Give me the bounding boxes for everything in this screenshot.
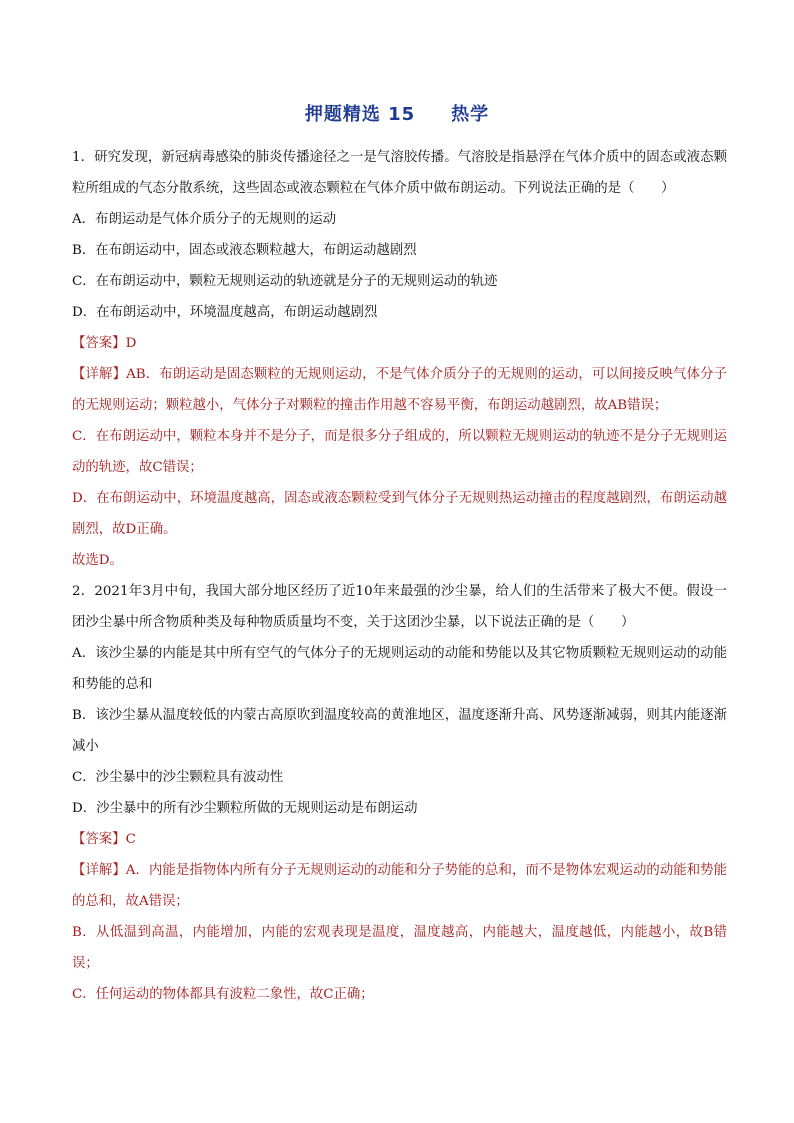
question-1-option-b: B．在布朗运动中，固态或液态颗粒越大，布朗运动越剧烈: [72, 243, 417, 258]
answer-label: 【答案】: [72, 336, 126, 351]
question-2-option-b: B．该沙尘暴从温度较低的内蒙古高原吹到温度较高的黄淮地区，温度逐渐升高、风势逐渐减弱，则其内能逐渐减小: [72, 708, 727, 754]
detail-label: 【详解】: [72, 367, 127, 382]
answer-label: 【答案】: [72, 832, 126, 847]
title-main: 押题精选 15: [304, 104, 416, 125]
question-2-option-a: A．该沙尘暴的内能是其中所有空气的气体分子的无规则运动的动能和势能以及其它物质颗粒无规则运动的动能和势能的总和: [72, 646, 727, 692]
question-1-detail-2: C．在布朗运动中，颗粒本身并不是分子，而是很多分子组成的，所以颗粒无规则运动的轨迹不是分子无规则运动的轨迹，故C错误；: [72, 429, 727, 475]
question-1-detail-1: [72, 359, 727, 421]
question-2-option-d: D．沙尘暴中的所有沙尘颗粒所做的无规则运动是布朗运动: [72, 801, 418, 816]
title-subject: 热学: [451, 104, 490, 125]
question-2-stem: 2．2021年3月中旬，我国大部分地区经历了近10年来最强的沙尘暴，给人们的生活带来了极大不便。假设一团沙尘暴中所含物质种类及每种物质质量均不变，关于这团沙尘暴，以下说法正确的是（ ）: [72, 584, 727, 630]
page-title: [0, 100, 794, 126]
question-2-detail-2: B．从低温到高温，内能增加，内能的宏观表现是温度，温度越高，内能越大，温度越低，内能越小，故B错误；: [72, 925, 727, 971]
question-1-stem: 1．研究发现，新冠病毒感染的肺炎传播途径之一是气溶胶传播。气溶胶是指悬浮在气体介质中的固态或液态颗粒所组成的气态分散系统，这些固态或液态颗粒在气体介质中做布朗运动。下列说法正确的是（ ）: [72, 150, 727, 196]
question-1-option-c: C．在布朗运动中，颗粒无规则运动的轨迹就是分子的无规则运动的轨迹: [72, 274, 498, 289]
detail-text: A．内能是指物体内所有分子无规则运动的动能和分子势能的总和，而不是物体宏观运动的动能和势能的总和，故A错误；: [72, 863, 727, 909]
detail-label: 【详解】: [72, 863, 126, 878]
question-1-option-a: A．布朗运动是气体介质分子的无规则的运动: [72, 212, 337, 227]
detail-text: AB．布朗运动是固态颗粒的无规则运动，不是气体介质分子的无规则的运动，可以间接反映气体分子的无规则运动；颗粒越小，气体分子对颗粒的撞击作用越不容易平衡，布朗运动越剧烈，故AB错误；: [72, 367, 728, 413]
question-1-option-d: D．在布朗运动中，环境温度越高，布朗运动越剧烈: [72, 305, 378, 320]
question-2-option-c: C．沙尘暴中的沙尘颗粒具有波动性: [72, 770, 284, 785]
question-2-detail-3: C．任何运动的物体都具有波粒二象性，故C正确；: [72, 987, 374, 1002]
question-1-answer: [72, 328, 727, 359]
question-1-conclusion: 故选D。: [72, 553, 123, 568]
question-2-answer: [72, 824, 727, 855]
question-2-detail-1: [72, 855, 727, 917]
question-1-detail-3: D．在布朗运动中，环境温度越高，固态或液态颗粒受到气体分子无规则热运动撞击的程度越剧烈，布朗运动越剧烈，故D正确。: [72, 491, 727, 537]
answer-value: C: [125, 832, 136, 847]
answer-value: D: [125, 336, 137, 351]
document-body: [72, 142, 727, 1010]
